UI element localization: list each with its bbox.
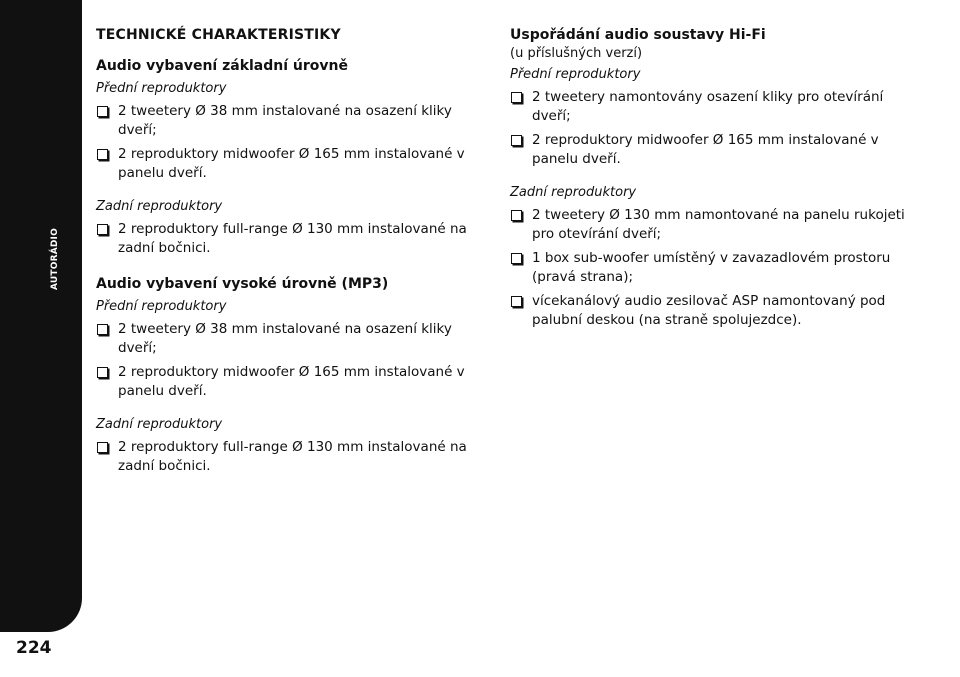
list-item-text: 1 box sub-woofer umístěný v zavazadlovém prostoru (pravá strana);: [532, 250, 891, 285]
chapter-label: AUTORÁDIO: [50, 228, 60, 290]
checkbox-bullet-icon: [97, 106, 108, 117]
list-item-text: 2 tweetery Ø 130 mm namontované na panelu rukojeti pro otevírání dveří;: [532, 207, 905, 242]
group-heading-front-speakers: Přední reproduktory: [96, 299, 227, 314]
list-item-text: 2 reproduktory midwoofer Ø 165 mm instalované v panelu dveří.: [118, 146, 465, 181]
checkbox-bullet-icon: [97, 224, 108, 235]
list-item: [510, 131, 910, 169]
list-item: [510, 292, 910, 330]
page-number: 224: [16, 638, 52, 658]
list-item: [96, 145, 476, 183]
list-item-text: vícekanálový audio zesilovač ASP namontovaný pod palubní deskou (na straně spolujezdce).: [532, 293, 886, 328]
checkbox-bullet-icon: [97, 367, 108, 378]
group-heading-rear-speakers: Zadní reproduktory: [96, 417, 223, 432]
list-item-text: 2 tweetery Ø 38 mm instalované na osazení kliky dveří;: [118, 321, 452, 356]
list-item-text: 2 reproduktory full-range Ø 130 mm instalované na zadní bočnici.: [118, 221, 467, 256]
rear-speakers-list: [96, 438, 476, 476]
list-item-text: 2 reproduktory midwoofer Ø 165 mm instalované v panelu dveří.: [118, 364, 465, 399]
front-speakers-list: [510, 88, 910, 169]
checkbox-bullet-icon: [511, 210, 522, 221]
section-title-high-audio: Audio vybavení vysoké úrovně (MP3): [96, 276, 389, 292]
checkbox-bullet-icon: [511, 92, 522, 103]
list-item-text: 2 reproduktory midwoofer Ø 165 mm instalované v panelu dveří.: [532, 132, 879, 167]
section-title-basic-audio: Audio vybavení základní úrovně: [96, 58, 348, 74]
left-column: [96, 27, 476, 481]
front-speakers-list: [96, 102, 476, 183]
section-subtitle: (u příslušných verzí): [510, 46, 643, 61]
list-item: [96, 102, 476, 140]
group-heading-rear-speakers: Zadní reproduktory: [510, 185, 637, 200]
front-speakers-list: [96, 320, 476, 401]
chapter-sidebar: [0, 0, 82, 632]
group-heading-front-speakers: Přední reproduktory: [96, 81, 227, 96]
group-heading-front-speakers: Přední reproduktory: [510, 67, 641, 82]
list-item: [510, 88, 910, 126]
right-column: [510, 27, 910, 335]
checkbox-bullet-icon: [97, 324, 108, 335]
checkbox-bullet-icon: [511, 253, 522, 264]
list-item-text: 2 tweetery Ø 38 mm instalované na osazení kliky dveří;: [118, 103, 452, 138]
checkbox-bullet-icon: [97, 149, 108, 160]
group-heading-rear-speakers: Zadní reproduktory: [96, 199, 223, 214]
page-title: TECHNICKÉ CHARAKTERISTIKY: [96, 27, 341, 43]
list-item: [510, 249, 910, 287]
list-item: [96, 363, 476, 401]
list-item-text: 2 tweetery namontovány osazení kliky pro otevírání dveří;: [532, 89, 884, 124]
list-item: [510, 206, 910, 244]
checkbox-bullet-icon: [511, 296, 522, 307]
list-item: [96, 220, 476, 258]
list-item-text: 2 reproduktory full-range Ø 130 mm instalované na zadní bočnici.: [118, 439, 467, 474]
rear-speakers-list: [510, 206, 910, 330]
section-title-hifi: Uspořádání audio soustavy Hi-Fi: [510, 27, 766, 43]
rear-speakers-list: [96, 220, 476, 258]
list-item: [96, 438, 476, 476]
list-item: [96, 320, 476, 358]
checkbox-bullet-icon: [511, 135, 522, 146]
checkbox-bullet-icon: [97, 442, 108, 453]
